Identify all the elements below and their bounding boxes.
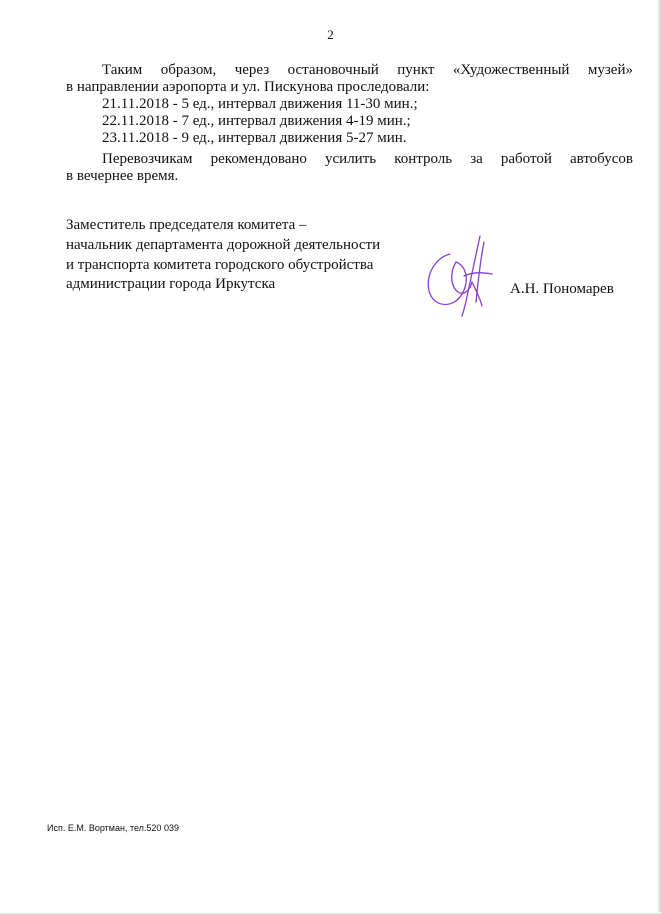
schedule-line-3: 23.11.2018 - 9 ед., интервал движения 5-27 мин. — [102, 130, 407, 146]
schedule-line-1: 21.11.2018 - 5 ед., интервал движения 11-30 мин.; — [102, 96, 418, 112]
position-line-1: Заместитель председателя комитета – — [66, 217, 307, 233]
paragraph-1-line-1: Таким образом, через остановочный пункт «Художественный музей» — [102, 62, 633, 78]
paragraph-2-line-1: Перевозчикам рекомендовано усилить контроль за работой автобусов — [102, 151, 633, 167]
position-line-3: и транспорта комитета городского обустройства — [66, 257, 374, 273]
schedule-line-2: 22.11.2018 - 7 ед., интервал движения 4-19 мин.; — [102, 113, 411, 129]
paragraph-2-line-2: в вечернее время. — [66, 168, 179, 184]
handwritten-signature-icon — [420, 232, 500, 320]
page-edge-shadow — [657, 0, 661, 915]
page-number: 2 — [327, 27, 334, 42]
paragraph-1-line-2: в направлении аэропорта и ул. Пискунова проследовали: — [66, 79, 430, 95]
position-line-2: начальник департамента дорожной деятельности — [66, 237, 381, 253]
footer-executor: Исп. Е.М. Вортман, тел.520 039 — [47, 823, 179, 833]
position-line-4: администрации города Иркутска — [66, 276, 276, 292]
signer-name: А.Н. Пономарев — [510, 281, 614, 297]
